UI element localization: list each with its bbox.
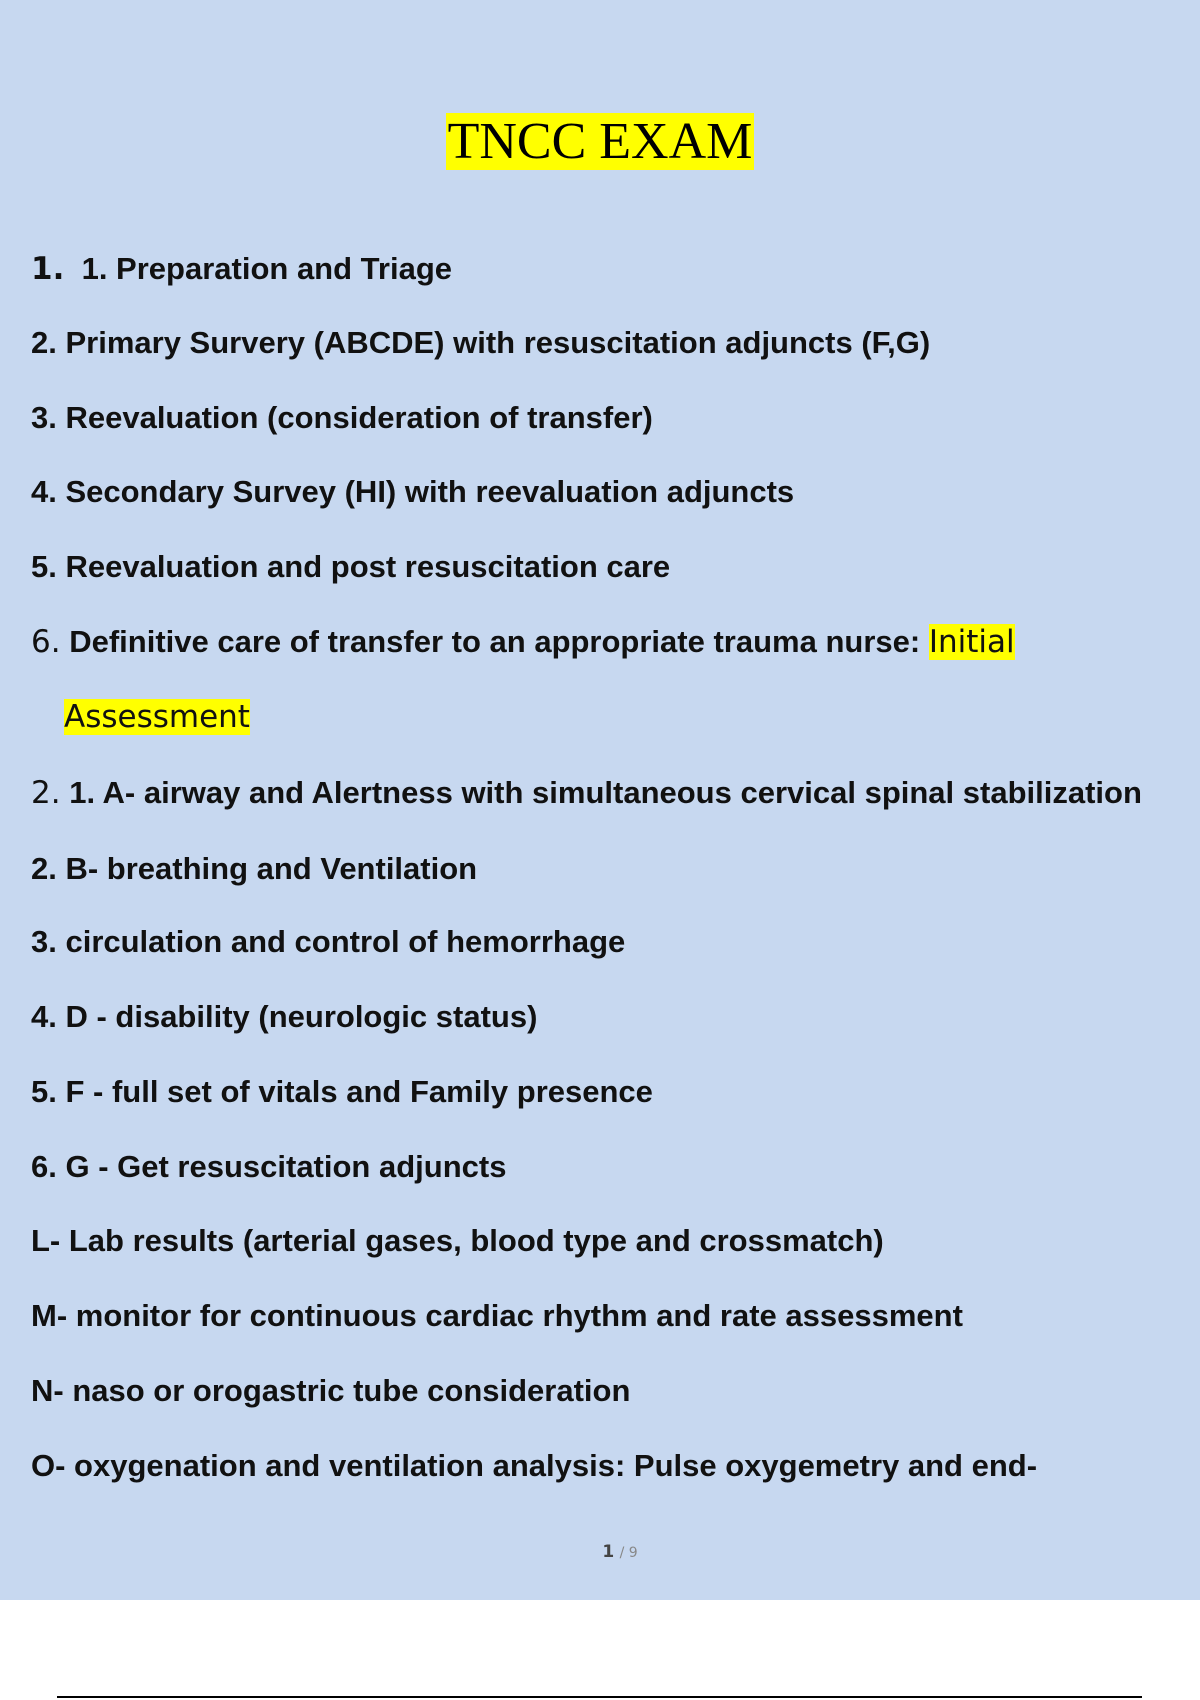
total-pages: / 9	[619, 1545, 638, 1561]
item-text: 2. B- breathing and Ventilation	[31, 851, 478, 886]
page-indicator	[0, 1542, 1200, 1562]
list-item	[31, 622, 1015, 662]
item-number: 6.	[31, 624, 61, 660]
item-text: N- naso or orogastric tube consideration	[31, 1373, 631, 1408]
title-text: TNCC EXAM	[447, 113, 753, 170]
list-item	[31, 472, 794, 512]
highlighted-text: Initial	[928, 624, 1015, 660]
item-text: 1. A- airway and Alertness with simultaneous cervical spinal stabilization	[69, 775, 1142, 810]
item-text: O- oxygenation and ventilation analysis: Pulse oxygemetry and end-	[31, 1448, 1038, 1483]
list-item	[31, 1221, 884, 1261]
item-text: L- Lab results (arterial gases, blood type and crossmatch)	[31, 1223, 884, 1258]
item-text: Definitive care of transfer to an appropriate trauma nurse:	[69, 624, 921, 659]
item-text: 2. Primary Survery (ABCDE) with resuscitation adjuncts (F,G)	[31, 325, 931, 360]
item-text: 6. G - Get resuscitation adjuncts	[31, 1149, 507, 1184]
item-text: 5. F - full set of vitals and Family presence	[31, 1074, 653, 1109]
question-number: 1.	[31, 251, 65, 287]
list-item-continuation	[64, 697, 250, 737]
item-text: 4. Secondary Survey (HI) with reevaluation adjuncts	[31, 474, 795, 509]
highlighted-text: Assessment	[64, 699, 250, 735]
item-text: 5. Reevaluation and post resuscitation care	[31, 549, 671, 584]
page-divider	[57, 1696, 1142, 1698]
list-item	[31, 1072, 653, 1112]
list-item	[31, 1446, 1037, 1486]
list-item	[31, 249, 452, 289]
list-item	[31, 547, 670, 587]
list-item	[31, 997, 537, 1037]
list-item	[31, 773, 1142, 813]
item-text: M- monitor for continuous cardiac rhythm and rate assessment	[31, 1298, 963, 1333]
list-item	[31, 1296, 963, 1336]
list-item	[31, 1147, 506, 1187]
item-text: 1. Preparation and Triage	[81, 251, 452, 286]
document-title	[0, 110, 1200, 174]
current-page: 1	[602, 1542, 615, 1562]
item-text: 3. Reevaluation (consideration of transfer)	[31, 400, 653, 435]
list-item	[31, 922, 625, 962]
list-item	[31, 398, 653, 438]
item-text: 4. D - disability (neurologic status)	[31, 999, 538, 1034]
list-item	[31, 849, 477, 889]
list-item	[31, 1371, 630, 1411]
question-number: 2.	[31, 775, 61, 811]
item-text: 3. circulation and control of hemorrhage	[31, 924, 626, 959]
list-item	[31, 323, 930, 363]
